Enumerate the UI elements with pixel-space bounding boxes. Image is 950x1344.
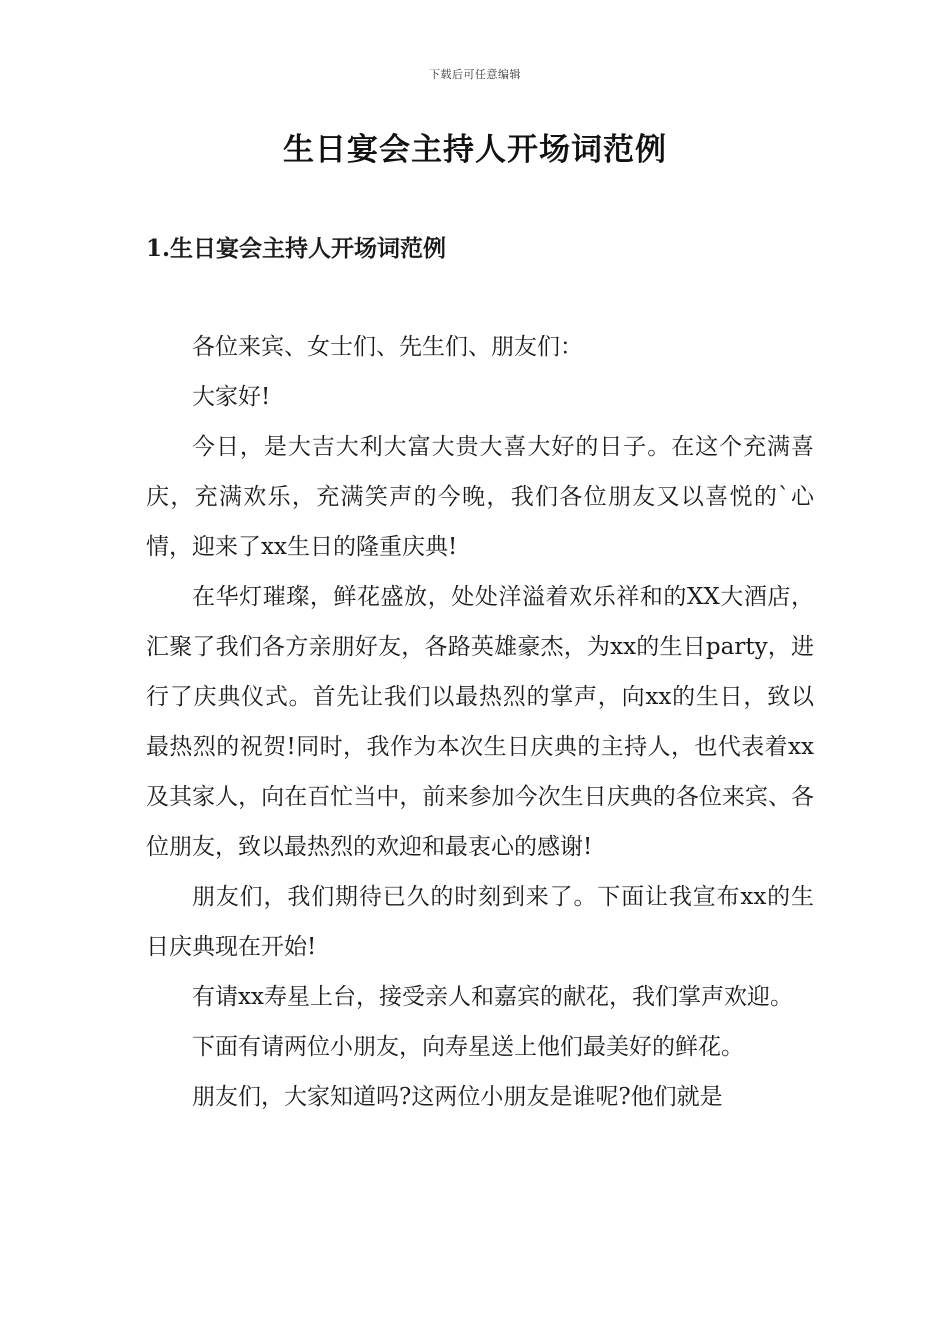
- paragraph-announce: 朋友们，我们期待已久的时刻到来了。下面让我宣布xx的生日庆典现在开始!: [146, 884, 814, 960]
- document-body: [146, 322, 814, 1122]
- document-title: 生日宴会主持人开场词范例: [283, 132, 667, 168]
- paragraph-hello: 大家好!: [192, 384, 271, 410]
- download-note: 下载后可任意编辑: [429, 68, 521, 81]
- section-heading: 1.生日宴会主持人开场词范例: [146, 235, 447, 262]
- paragraph-children: 下面有请两位小朋友，向寿星送上他们最美好的鲜花。: [192, 1034, 744, 1060]
- paragraph-venue: 在华灯璀璨，鲜花盛放，处处洋溢着欢乐祥和的XX大酒店，汇聚了我们各方亲朋好友，各路英雄豪杰，为xx的生日party，进行了庆典仪式。首先让我们以最热烈的掌声，向xx的生日，致以最热烈的祝贺!同时，我作为本次生日庆典的主持人，也代表着xx及其家人，向在百忙当中，前来参加今次生日庆典的各位来宾、各位朋友，致以最热烈的欢迎和最衷心的感谢!: [146, 584, 814, 860]
- paragraph-question: 朋友们，大家知道吗?这两位小朋友是谁呢?他们就是: [192, 1084, 723, 1110]
- paragraph-today: 今日，是大吉大利大富大贵大喜大好的日子。在这个充满喜庆，充满欢乐，充满笑声的今晚，我们各位朋友又以喜悦的`心情，迎来了xx生日的隆重庆典!: [146, 434, 814, 560]
- paragraph-invite: 有请xx寿星上台，接受亲人和嘉宾的献花，我们掌声欢迎。: [192, 984, 793, 1010]
- paragraph-greeting: 各位来宾、女士们、先生们、朋友们：: [192, 334, 583, 360]
